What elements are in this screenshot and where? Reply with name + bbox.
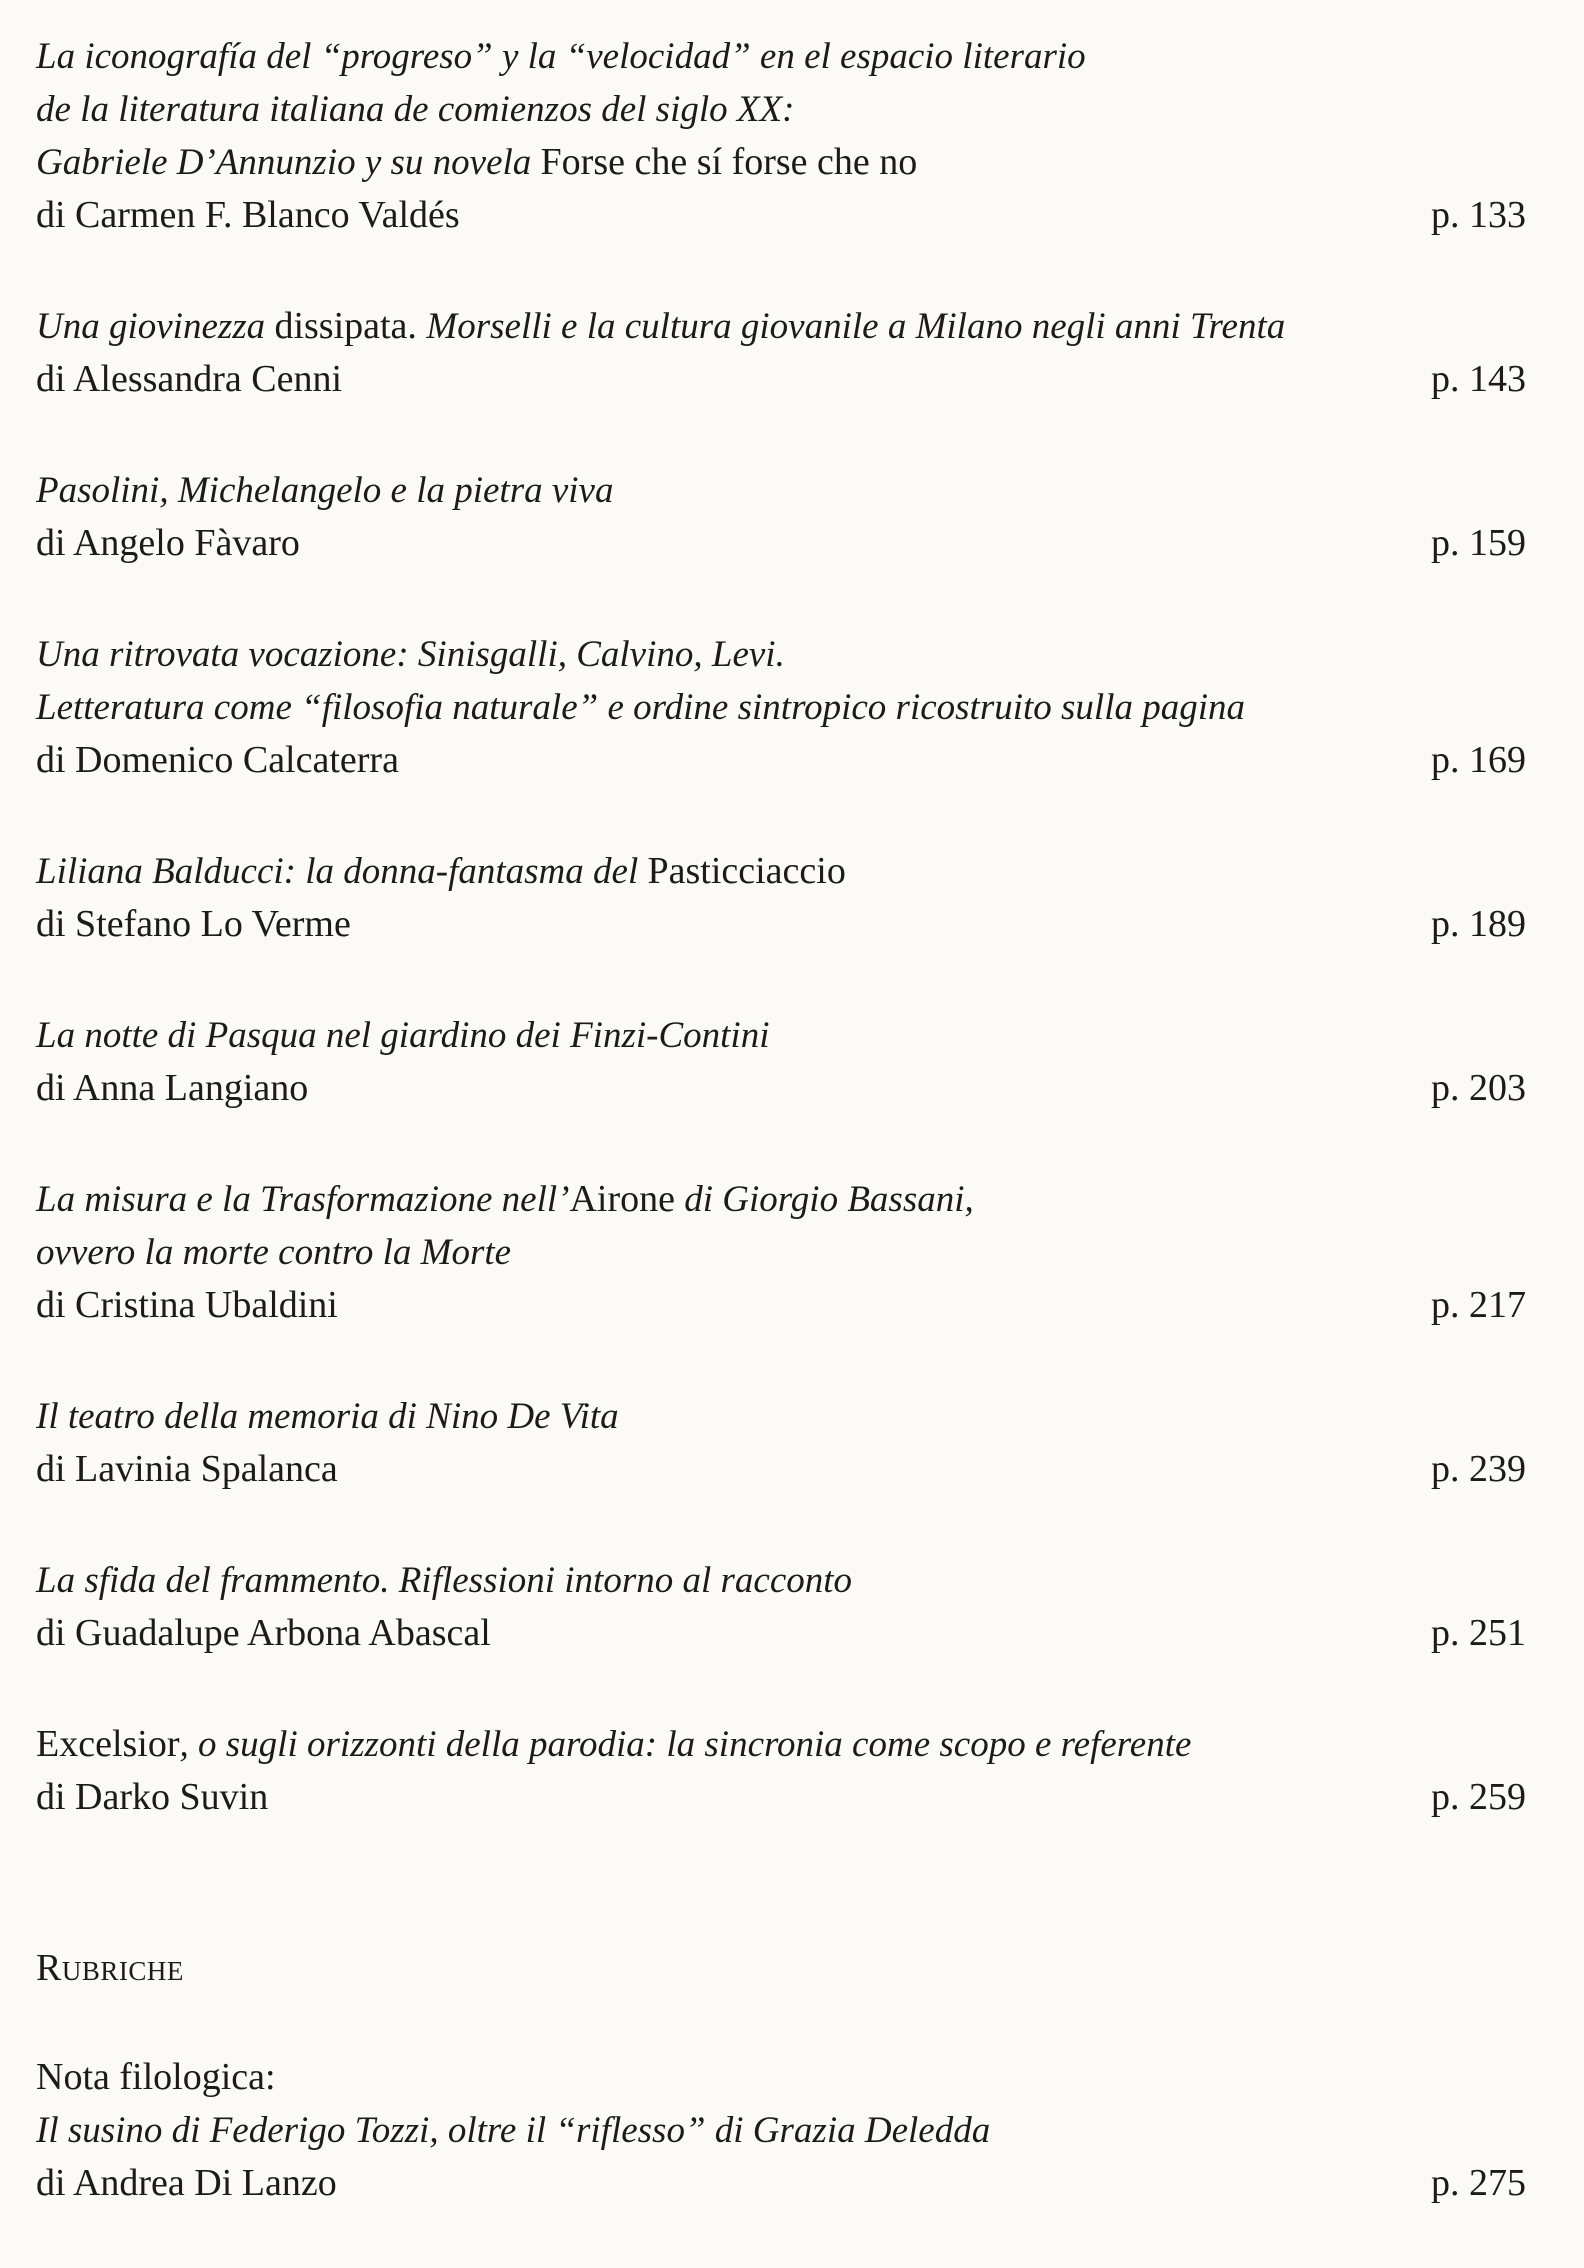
entry-author: di Anna Langiano xyxy=(36,1067,309,1109)
author-row xyxy=(36,2157,1526,2210)
entry-title-line xyxy=(36,1718,1526,1771)
title-segment: Pasolini, Michelangelo e la pietra viva xyxy=(36,470,614,511)
entry-author: di Alessandra Cenni xyxy=(36,358,343,400)
entry-title-line xyxy=(36,136,1526,189)
entry-page-number: p. 239 xyxy=(1431,1448,1526,1490)
title-segment: Forse che sí forse che no xyxy=(540,141,918,183)
title-segment: Morselli e la cultura giovanile a Milano negli anni Trenta xyxy=(426,306,1286,347)
entry-author: di Darko Suvin xyxy=(36,1776,269,1818)
entry-author: di Carmen F. Blanco Valdés xyxy=(36,194,460,236)
title-segment: Airone xyxy=(569,1178,675,1220)
entry-title-line xyxy=(36,845,1526,898)
entry-author: di Guadalupe Arbona Abascal xyxy=(36,1612,491,1654)
author-row xyxy=(36,1062,1526,1115)
entry-title-line xyxy=(36,1390,1526,1443)
entry-title-line xyxy=(36,83,1526,136)
entry-page-number: p. 259 xyxy=(1431,1776,1526,1818)
entry-author: di Angelo Fàvaro xyxy=(36,522,300,564)
title-segment: di Giorgio Bassani, xyxy=(675,1179,974,1220)
title-segment: Gabriele D’Annunzio y su novela xyxy=(36,142,541,183)
title-segment: Letteratura come “filosofia naturale” e ordine sintropico ricostruito sulla pagina xyxy=(36,687,1246,728)
entry-page-number: p. 203 xyxy=(1431,1067,1526,1109)
title-segment: Una giovinezza xyxy=(36,306,275,347)
title-segment: Liliana Balducci: la donna-fantasma del xyxy=(36,851,648,892)
entry-title-line xyxy=(36,628,1526,681)
author-row xyxy=(36,1443,1526,1496)
title-segment: Una ritrovata vocazione: Sinisgalli, Calvino, Levi. xyxy=(36,634,785,675)
entry-title-line xyxy=(36,30,1526,83)
entry-title-line xyxy=(36,300,1526,353)
entry-title-line xyxy=(36,681,1526,734)
author-row xyxy=(36,189,1526,242)
entry-title-line xyxy=(36,464,1526,517)
toc-entry xyxy=(36,1009,1526,1115)
author-row xyxy=(36,517,1526,570)
entry-author: di Lavinia Spalanca xyxy=(36,1448,338,1490)
entry-page-number: p. 217 xyxy=(1431,1284,1526,1326)
title-segment: Il susino di Federigo Tozzi, oltre il “riflesso” di Grazia Deledda xyxy=(36,2110,991,2151)
title-segment: La sfida del frammento. Riflessioni intorno al racconto xyxy=(36,1560,853,1601)
title-segment: La notte di Pasqua nel giardino dei Finzi-Contini xyxy=(36,1015,770,1056)
toc-entry xyxy=(36,628,1526,787)
entry-title-line xyxy=(36,2104,1526,2157)
title-segment: , o sugli orizzonti della parodia: la sincronia come scopo e referente xyxy=(179,1724,1192,1765)
entry-title-line xyxy=(36,2051,1526,2104)
author-row xyxy=(36,898,1526,951)
author-row xyxy=(36,734,1526,787)
entry-page-number: p. 251 xyxy=(1431,1612,1526,1654)
entry-page-number: p. 189 xyxy=(1431,903,1526,945)
table-of-contents xyxy=(36,30,1526,2268)
entry-page-number: p. 133 xyxy=(1431,194,1526,236)
entry-page-number: p. 275 xyxy=(1431,2162,1526,2204)
entry-page-number: p. 159 xyxy=(1431,522,1526,564)
toc-entry xyxy=(36,464,1526,570)
title-segment: La iconografía del “progreso” y la “velocidad” en el espacio literario xyxy=(36,36,1086,77)
section-entries xyxy=(36,2051,1526,2210)
title-segment: de la literatura italiana de comienzos del siglo XX: xyxy=(36,89,795,130)
title-segment: Nota filologica: xyxy=(36,2056,276,2098)
title-segment: ovvero la morte contro la Morte xyxy=(36,1232,512,1273)
toc-entry xyxy=(36,1390,1526,1496)
author-row xyxy=(36,1279,1526,1332)
entry-author: di Andrea Di Lanzo xyxy=(36,2162,337,2204)
toc-entry xyxy=(36,1554,1526,1660)
toc-entry xyxy=(36,845,1526,951)
title-segment: Il teatro della memoria di Nino De Vita xyxy=(36,1396,619,1437)
title-segment: dissipata. xyxy=(274,305,427,347)
toc-entry xyxy=(36,1173,1526,1332)
entry-author: di Cristina Ubaldini xyxy=(36,1284,338,1326)
title-segment: Excelsior xyxy=(36,1723,180,1765)
entry-page-number: p. 169 xyxy=(1431,739,1526,781)
entry-author: di Stefano Lo Verme xyxy=(36,903,351,945)
author-row xyxy=(36,1771,1526,1824)
entry-title-line xyxy=(36,1226,1526,1279)
entry-title-line xyxy=(36,1173,1526,1226)
entry-author: di Domenico Calcaterra xyxy=(36,739,399,781)
entry-title-line xyxy=(36,1554,1526,1607)
toc-entry xyxy=(36,30,1526,242)
toc-entry xyxy=(36,1718,1526,1824)
toc-entry xyxy=(36,300,1526,406)
toc-entries xyxy=(36,30,1526,1824)
toc-entry xyxy=(36,2051,1526,2210)
section-heading-rubriche: Rubriche xyxy=(36,1947,184,1989)
author-row xyxy=(36,353,1526,406)
author-row xyxy=(36,1607,1526,1660)
title-segment: Pasticciaccio xyxy=(647,850,846,892)
entry-page-number: p. 143 xyxy=(1431,358,1526,400)
entry-title-line xyxy=(36,1009,1526,1062)
title-segment: La misura e la Trasformazione nell’ xyxy=(36,1179,570,1220)
